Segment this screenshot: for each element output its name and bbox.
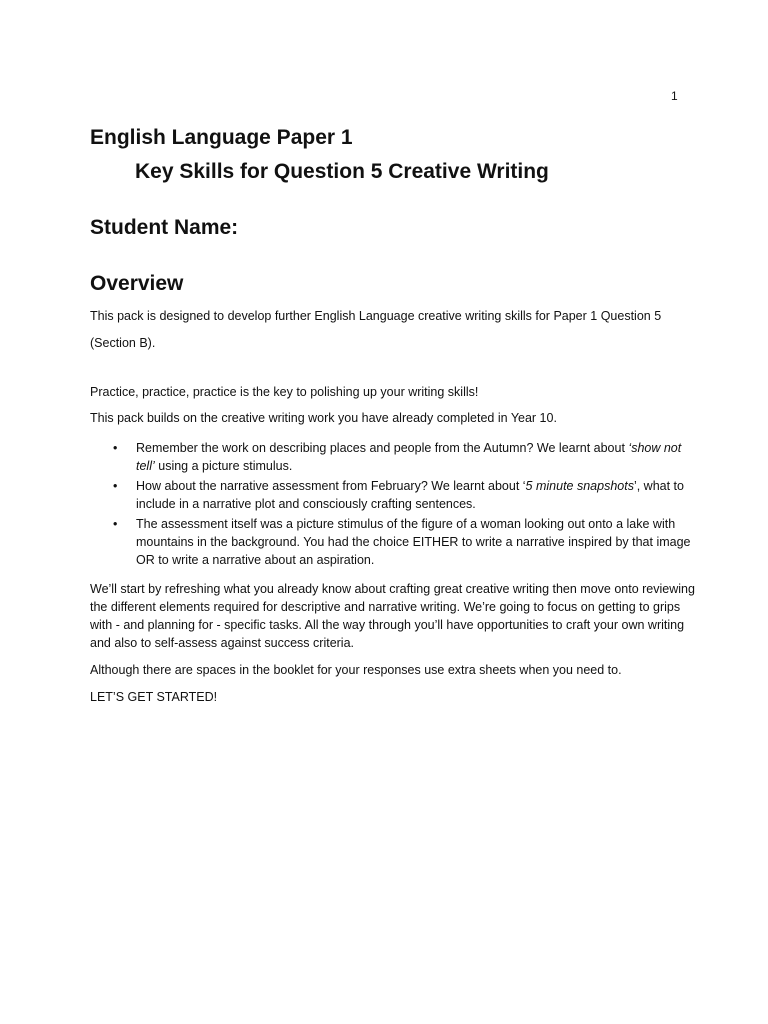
bullet-emphasis: ‘show not tell’	[136, 441, 682, 473]
list-item	[90, 515, 696, 569]
closing-line: LET’S GET STARTED!	[90, 690, 218, 704]
bullet-list	[90, 439, 696, 571]
refresh-paragraph: We’ll start by refreshing what you already know about crafting great creative writing then move onto reviewing the different elements required for descriptive and narrative writing. We’re going to focus on getting to grips with - and planning for - specific tasks. All the way through you’ll have opportunities to craft your own writing and also to self-assess against success criteria.	[90, 582, 695, 650]
practice-line: Practice, practice, practice is the key to polishing up your writing skills!	[90, 385, 479, 399]
list-item	[90, 477, 696, 513]
intro-paragraph: This pack is designed to develop further English Language creative writing skills for Paper 1 Question 5 (Section B).	[90, 309, 662, 350]
bullet-text: Remember the work on describing places and people from the Autumn? We learnt about	[136, 441, 629, 455]
bullet-text-end: ’, what to include in a narrative plot and consciously crafting sentences.	[136, 479, 684, 511]
bullet-icon: •	[113, 517, 118, 531]
although-paragraph: Although there are spaces in the booklet for your responses use extra sheets when you need to.	[90, 663, 622, 677]
document-subtitle: Key Skills for Question 5 Creative Writing	[135, 160, 549, 183]
list-item	[90, 439, 696, 475]
builds-line: This pack builds on the creative writing work you have already completed in Year 10.	[90, 411, 557, 425]
bullet-text: The assessment itself was a picture stimulus of the figure of a woman looking out onto a lake with mountains in the background. You had the choice EITHER to write a narrative inspired by that image OR to write a narrative about an aspiration.	[136, 517, 691, 567]
overview-heading: Overview	[90, 272, 184, 295]
bullet-icon: •	[113, 441, 118, 455]
student-name-label: Student Name:	[90, 216, 239, 239]
bullet-icon: •	[113, 479, 118, 493]
page-number: 1	[671, 89, 678, 103]
bullet-text-end: using a picture stimulus.	[154, 459, 293, 473]
bullet-text: How about the narrative assessment from February? We learnt about ‘	[136, 479, 526, 493]
document-title: English Language Paper 1	[90, 126, 353, 149]
bullet-emphasis: 5 minute snapshots	[525, 479, 634, 493]
